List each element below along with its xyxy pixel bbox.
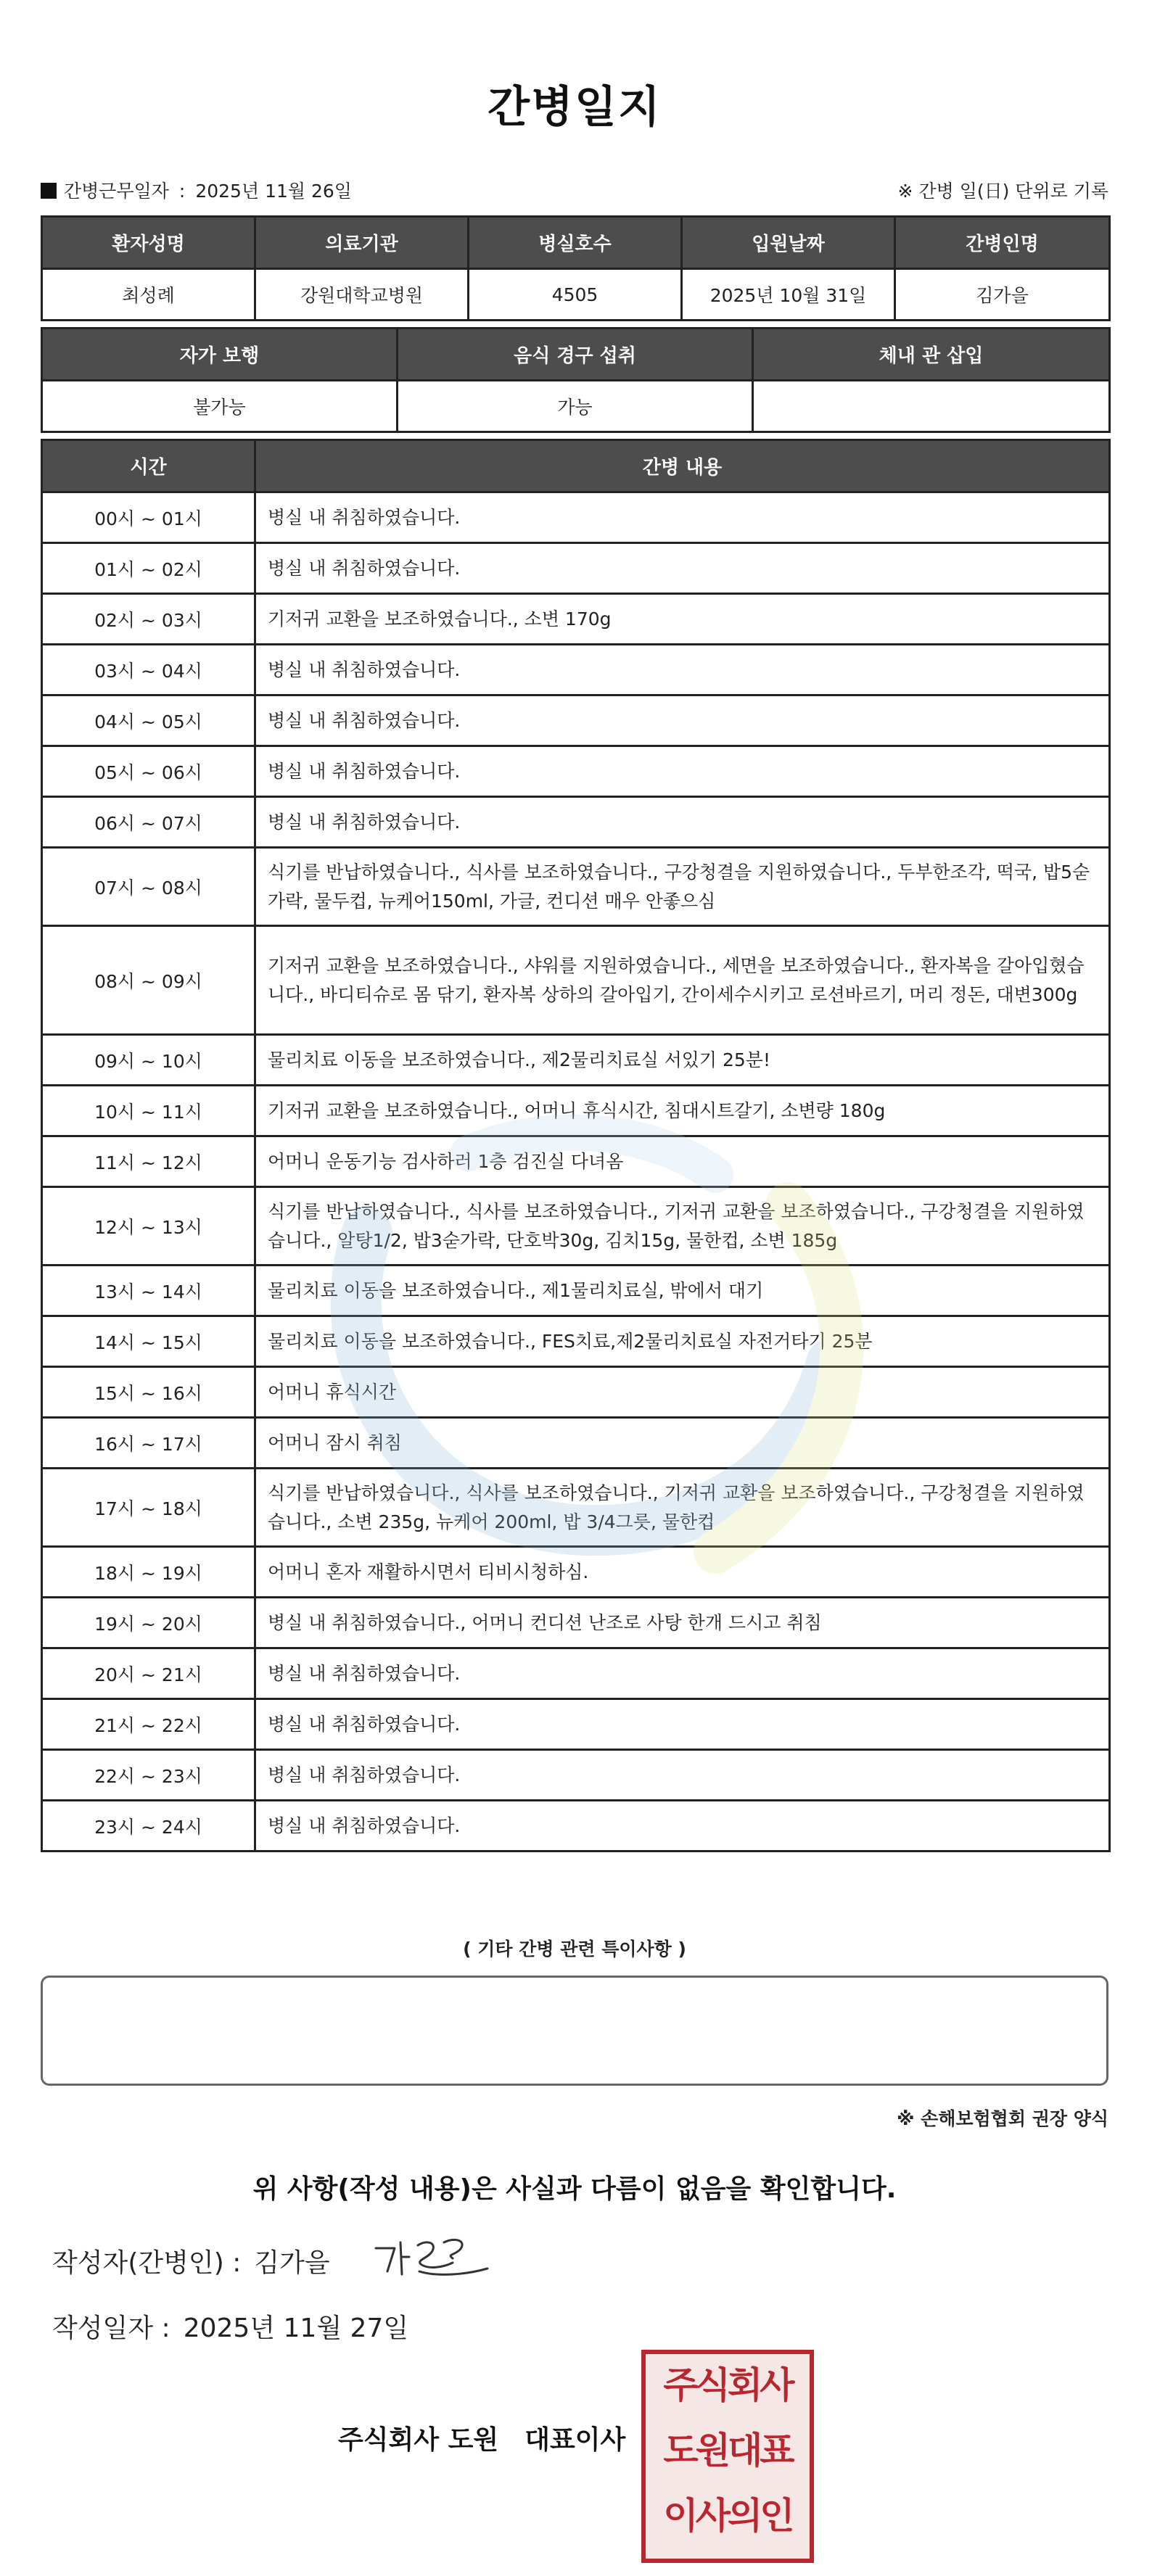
log-content: 식기를 반납하였습니다., 식사를 보조하였습니다., 구강청결을 지원하였습니다., 두부한조각, 떡국, 밥5숟가락, 물두컵, 뉴케어150ml, 가글, 컨디션 매우 안좋으심 bbox=[255, 848, 1110, 926]
log-time: 04시 ~ 05시 bbox=[42, 695, 255, 746]
log-row bbox=[42, 1035, 1110, 1086]
log-row bbox=[42, 1801, 1110, 1852]
write-date-label: 작성일자 : bbox=[52, 2313, 170, 2343]
header-oral-intake: 음식 경구 섭취 bbox=[398, 329, 753, 381]
admission-date: 2025년 10월 31일 bbox=[682, 269, 895, 321]
log-row bbox=[42, 926, 1110, 1035]
company-rep: 대표이사 bbox=[524, 2425, 626, 2455]
notes-title: ( 기타 간병 관련 특이사항 ) bbox=[463, 1939, 686, 1960]
header-room: 병실호수 bbox=[469, 217, 682, 269]
log-row bbox=[42, 1367, 1110, 1418]
log-content: 병실 내 취침하였습니다., 어머니 컨디션 난조로 사탕 한개 드시고 취침 bbox=[255, 1598, 1110, 1648]
log-row bbox=[42, 1648, 1110, 1699]
log-content: 병실 내 취침하였습니다. bbox=[255, 1648, 1110, 1699]
log-content: 병실 내 취침하였습니다. bbox=[255, 695, 1110, 746]
log-row bbox=[42, 1316, 1110, 1367]
log-row bbox=[42, 797, 1110, 848]
header-caregiver: 간병인명 bbox=[895, 217, 1110, 269]
log-time: 23시 ~ 24시 bbox=[42, 1801, 255, 1852]
log-content: 기저귀 교환을 보조하였습니다., 어머니 휴식시간, 침대시트갈기, 소변량 180g bbox=[255, 1086, 1110, 1136]
writer-line bbox=[52, 2242, 330, 2279]
log-time: 19시 ~ 20시 bbox=[42, 1598, 255, 1648]
work-date-label: 간병근무일자 bbox=[64, 181, 169, 202]
work-date-value: 2025년 11월 26일 bbox=[195, 181, 352, 202]
log-content: 식기를 반납하였습니다., 식사를 보조하였습니다., 기저귀 교환을 보조하였습니다., 구강청결을 지원하였습니다., 알탕1/2, 밥3숟가락, 단호박30g, 김치15g, 물한컵, 소변 185g bbox=[255, 1187, 1110, 1266]
log-content: 병실 내 취침하였습니다. bbox=[255, 492, 1110, 543]
log-time: 10시 ~ 11시 bbox=[42, 1086, 255, 1136]
log-time: 16시 ~ 17시 bbox=[42, 1418, 255, 1469]
log-time: 00시 ~ 01시 bbox=[42, 492, 255, 543]
log-row bbox=[42, 1086, 1110, 1136]
meta-row bbox=[41, 177, 1108, 206]
log-content: 어머니 혼자 재활하시면서 티비시청하심. bbox=[255, 1547, 1110, 1598]
log-content: 병실 내 취침하였습니다. bbox=[255, 645, 1110, 695]
header-hospital: 의료기관 bbox=[255, 217, 469, 269]
oral-intake-status: 가능 bbox=[398, 381, 753, 432]
company-name: 주식회사 도원 bbox=[338, 2425, 499, 2455]
tube-status bbox=[753, 381, 1110, 432]
log-content: 병실 내 취침하였습니다. bbox=[255, 1699, 1110, 1750]
log-time: 12시 ~ 13시 bbox=[42, 1187, 255, 1266]
seal-line-1: 주식회사 bbox=[663, 2364, 792, 2406]
log-rows bbox=[42, 492, 1110, 1852]
work-date bbox=[41, 177, 352, 203]
patient-name: 최성례 bbox=[42, 269, 255, 321]
header-time: 시간 bbox=[42, 440, 255, 492]
log-content: 어머니 운동기능 검사하러 1층 검진실 다녀옴 bbox=[255, 1136, 1110, 1187]
header-care-content: 간병 내용 bbox=[255, 440, 1110, 492]
work-date-colon: : bbox=[178, 181, 186, 202]
company-line bbox=[338, 2419, 625, 2456]
seal-frame bbox=[641, 2350, 814, 2563]
log-time: 05시 ~ 06시 bbox=[42, 746, 255, 797]
seal-line-3: 이사의인 bbox=[663, 2495, 792, 2537]
log-row bbox=[42, 594, 1110, 645]
log-row bbox=[42, 1418, 1110, 1469]
log-time: 02시 ~ 03시 bbox=[42, 594, 255, 645]
writer-label: 작성자(간병인) : bbox=[52, 2248, 242, 2278]
log-time: 14시 ~ 15시 bbox=[42, 1316, 255, 1367]
record-note: ※ 간병 일(日) 단위로 기록 bbox=[897, 181, 1108, 202]
log-content: 병실 내 취침하였습니다. bbox=[255, 746, 1110, 797]
log-time: 15시 ~ 16시 bbox=[42, 1367, 255, 1418]
header-patient-name: 환자성명 bbox=[42, 217, 255, 269]
log-time: 17시 ~ 18시 bbox=[42, 1469, 255, 1547]
log-time: 01시 ~ 02시 bbox=[42, 543, 255, 594]
writer-name: 김가을 bbox=[254, 2248, 330, 2278]
hospital: 강원대학교병원 bbox=[255, 269, 469, 321]
log-row bbox=[42, 1469, 1110, 1547]
log-content: 물리치료 이동을 보조하였습니다., 제2물리치료실 서있기 25분! bbox=[255, 1035, 1110, 1086]
write-date-value: 2025년 11월 27일 bbox=[183, 2313, 409, 2343]
write-date-line bbox=[52, 2308, 408, 2345]
log-row bbox=[42, 1136, 1110, 1187]
log-time: 03시 ~ 04시 bbox=[42, 645, 255, 695]
header-admission-date: 입원날짜 bbox=[682, 217, 895, 269]
log-row bbox=[42, 543, 1110, 594]
log-time: 13시 ~ 14시 bbox=[42, 1266, 255, 1316]
header-walking: 자가 보행 bbox=[42, 329, 398, 381]
document-title: 간병일지 bbox=[487, 82, 662, 133]
log-content: 물리치료 이동을 보조하였습니다., FES치료,제2물리치료실 자전거타기 25분 bbox=[255, 1316, 1110, 1367]
room-number: 4505 bbox=[469, 269, 682, 321]
log-content: 어머니 휴식시간 bbox=[255, 1367, 1110, 1418]
log-time: 09시 ~ 10시 bbox=[42, 1035, 255, 1086]
log-row bbox=[42, 695, 1110, 746]
log-row bbox=[42, 746, 1110, 797]
log-row bbox=[42, 1547, 1110, 1598]
log-row bbox=[42, 1187, 1110, 1266]
walking-status: 불가능 bbox=[42, 381, 398, 432]
log-content: 식기를 반납하였습니다., 식사를 보조하였습니다., 기저귀 교환을 보조하였습니다., 구강청결을 지원하였습니다., 소변 235g, 뉴케어 200ml, 밥 3/4그릇, 물한컵 bbox=[255, 1469, 1110, 1547]
recommend-note: ※ 손해보험협회 권장 양식 bbox=[897, 2108, 1108, 2129]
log-row bbox=[42, 1750, 1110, 1801]
log-time: 18시 ~ 19시 bbox=[42, 1547, 255, 1598]
log-time: 20시 ~ 21시 bbox=[42, 1648, 255, 1699]
handwritten-signature-icon bbox=[366, 2226, 496, 2292]
square-bullet-icon bbox=[41, 183, 57, 199]
log-row bbox=[42, 848, 1110, 926]
log-content: 기저귀 교환을 보조하였습니다., 샤워를 지원하였습니다., 세면을 보조하였습니다., 환자복을 갈아입혔습니다., 바디티슈로 몸 닦기, 환자복 상하의 갈아입기, 간이세수시키고 로션바르기, 머리 정돈, 대변300g bbox=[255, 926, 1110, 1035]
log-content: 병실 내 취침하였습니다. bbox=[255, 543, 1110, 594]
log-time: 22시 ~ 23시 bbox=[42, 1750, 255, 1801]
log-time: 08시 ~ 09시 bbox=[42, 926, 255, 1035]
log-time: 21시 ~ 22시 bbox=[42, 1699, 255, 1750]
company-seal-stamp bbox=[641, 2350, 810, 2559]
log-content: 병실 내 취침하였습니다. bbox=[255, 1750, 1110, 1801]
seal-line-2: 도원대표 bbox=[663, 2430, 792, 2472]
log-content: 물리치료 이동을 보조하였습니다., 제1물리치료실, 밖에서 대기 bbox=[255, 1266, 1110, 1316]
log-time: 07시 ~ 08시 bbox=[42, 848, 255, 926]
log-content: 병실 내 취침하였습니다. bbox=[255, 797, 1110, 848]
header-tube: 체내 관 삽입 bbox=[753, 329, 1110, 381]
caregiver-name: 김가을 bbox=[895, 269, 1110, 321]
confirmation-statement: 위 사항(작성 내용)은 사실과 다름이 없음을 확인합니다. bbox=[252, 2174, 897, 2204]
log-time: 06시 ~ 07시 bbox=[42, 797, 255, 848]
log-row bbox=[42, 492, 1110, 543]
log-time: 11시 ~ 12시 bbox=[42, 1136, 255, 1187]
log-row bbox=[42, 1699, 1110, 1750]
log-row bbox=[42, 1598, 1110, 1648]
hourly-care-log-table bbox=[41, 439, 1111, 1852]
log-row bbox=[42, 1266, 1110, 1316]
patient-status-table bbox=[41, 327, 1111, 433]
log-content: 기저귀 교환을 보조하였습니다., 소변 170g bbox=[255, 594, 1110, 645]
log-row bbox=[42, 645, 1110, 695]
log-content: 병실 내 취침하였습니다. bbox=[255, 1801, 1110, 1852]
patient-info-table bbox=[41, 215, 1111, 321]
special-notes-box bbox=[41, 1976, 1108, 2086]
log-content: 어머니 잠시 취침 bbox=[255, 1418, 1110, 1469]
